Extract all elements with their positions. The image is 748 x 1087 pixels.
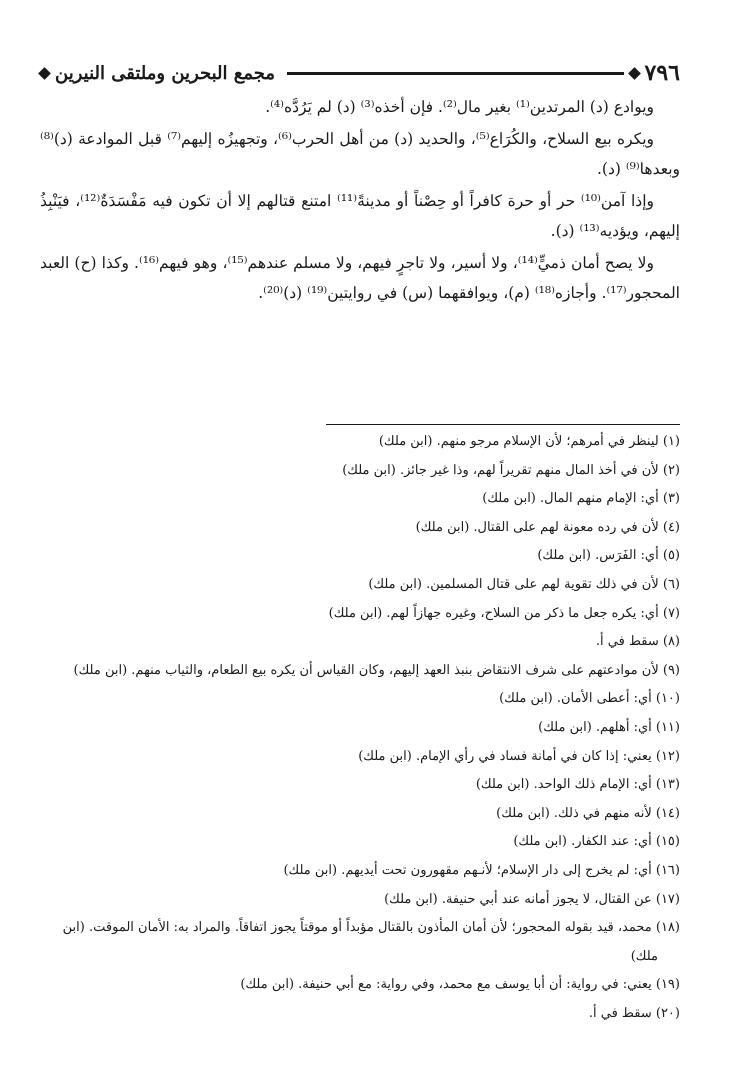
footnote: (١١) أي: أهلهم. (ابن ملك) [538, 719, 680, 735]
footnote: (١) لينظر في أمرهم؛ لأن الإسلام مرجو منهم. (ابن ملك) [378, 434, 680, 449]
main-paragraph: وإذا آمن⁽¹⁰⁾ حر أو حرة كافراً أو حِصْناً أو مدينةً⁽¹¹⁾ امتنع قتالهم إلا أن تكون فيه مَفْسَدَةٌ⁽¹²⁾، فيَنْبِذُ إليهم، ويؤديه⁽¹³⁾ (د). [40, 192, 680, 240]
header-diamond-ornament [38, 67, 51, 80]
header-diamond-ornament [628, 67, 641, 80]
page-header [40, 58, 680, 88]
footnote: (٥) أي: الفَرَس. (ابن ملك) [537, 548, 680, 564]
footnote: (٢٠) سقط في أ. [588, 1005, 680, 1021]
footnote: (٨) سقط في أ. [595, 634, 680, 650]
header-rule [287, 72, 623, 75]
footnote: (٩) لأن موادعتهم على شرف الانتقاض بنبذ العهد إليهم، وكان القياس أن يكره بيع الطعام، والثياب منهم. (ابن ملك) [73, 662, 680, 678]
footnote: (٣) أي: الإمام منهم المال. (ابن ملك) [482, 491, 680, 507]
footnote: (١٨) محمد، قيد بقوله المحجور؛ لأن أمان المأذون بالقتال مؤبداً أو موقتاً يجوز اتفاقاً. والمراد به: الأمان الموقت. (ابن ملك) [62, 920, 680, 964]
book-title: مجمع البحرين وملتقى النيرين [55, 62, 276, 84]
footnote: (٦) لأن في ذلك تقوية لهم على قتال المسلمين. (ابن ملك) [368, 576, 680, 592]
footnote: (١٩) يعني: في رواية: أن أبا يوسف مع محمد، وفي رواية: مع أبي حنيفة. (ابن ملك) [240, 977, 680, 993]
footnote: (١٧) عن القتال، لا يجوز أمانه عند أبي حنيفة. (ابن ملك) [384, 891, 680, 907]
footnote: (١٤) لأنه منهم في ذلك. (ابن ملك) [496, 805, 680, 821]
footnote: (٧) أي: يكره جعل ما ذكر من السلاح، وغيره جهازاً لهم. (ابن ملك) [328, 605, 680, 621]
footnote: (١٦) أي: لم يخرج إلى دار الإسلام؛ لأنـهم مقهورون تحت أيديهم. (ابن ملك) [283, 862, 680, 878]
footnote: (١٠) أي: أعطى الأمان. (ابن ملك) [499, 691, 680, 707]
footnote: (١٥) أي: عند الكفار. (ابن ملك) [513, 834, 680, 850]
footnote-divider [326, 424, 680, 425]
main-paragraph: ولا يصح أمان ذميٍّ⁽¹⁴⁾، ولا أسير، ولا تاجرٍ فيهم، ولا مسلم عندهم⁽¹⁵⁾، وهو فيهم⁽¹⁶⁾. وكذا (ح) العبد المحجور⁽¹⁷⁾. وأجازه⁽¹⁸⁾ (م)، ويوافقهما (س) في روايتين⁽¹⁹⁾ (د)⁽²⁰⁾. [40, 254, 680, 302]
footnotes [40, 428, 680, 1028]
footnote: (٢) لأن في أخذ المال منهم تقريراً لهم، وذا غير جائز. (ابن ملك) [342, 462, 680, 478]
footnote: (٤) لأن في رده معونة لهم على القتال. (ابن ملك) [415, 519, 680, 535]
footnote: (١٢) يعني: إذا كان في أمانة فساد في رأي الإمام. (ابن ملك) [358, 748, 680, 764]
main-paragraph: ويكره بيع السلاح، والكُرَاع⁽⁵⁾، والحديد (د) من أهل الحرب⁽⁶⁾، وتجهيزُه إليهم⁽⁷⁾ قبل الموادعة (د)⁽⁸⁾وبعدها⁽⁹⁾ (د). [40, 130, 680, 178]
main-text [40, 92, 680, 310]
main-paragraph: ويوادع (د) المرتدين⁽¹⁾ بغير مال⁽²⁾. فإن أخذه⁽³⁾ (د) لم يَرُدَّه⁽⁴⁾. [265, 98, 654, 116]
page-number: ٧٩٦ [644, 60, 680, 86]
footnote: (١٣) أي: الإمام ذلك الواحد. (ابن ملك) [475, 777, 680, 793]
